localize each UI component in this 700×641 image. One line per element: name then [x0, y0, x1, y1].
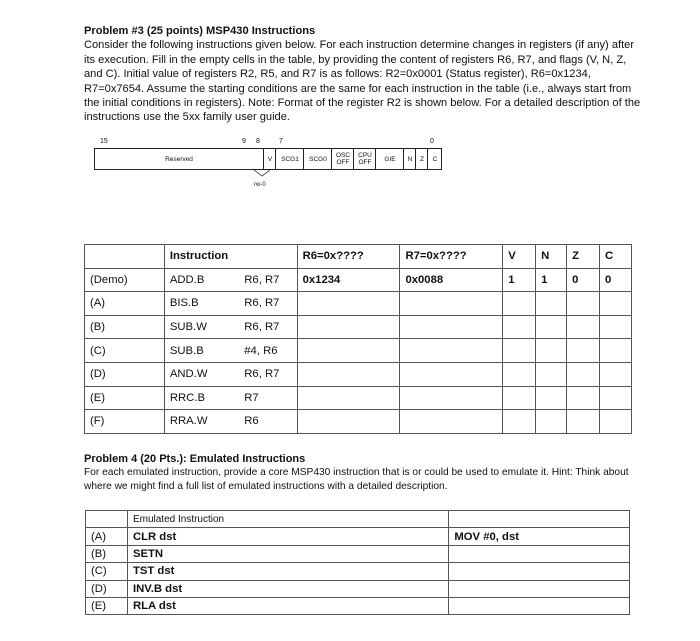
r6-cell[interactable] [297, 292, 400, 316]
row-label: (C) [85, 339, 165, 363]
row-label: (Demo) [85, 268, 165, 292]
v-cell[interactable] [503, 315, 536, 339]
table-row [85, 339, 632, 363]
c-cell[interactable] [600, 315, 632, 339]
row-label: (E) [85, 386, 165, 410]
table-row [86, 580, 630, 597]
bit-label-0: 0 [430, 138, 434, 145]
row-instruction: AND.W [164, 362, 239, 386]
r6-cell[interactable] [297, 386, 400, 410]
table-row [85, 410, 632, 434]
problem-3-body: Consider the following instructions given below. For each instruction determine changes in registers (if any) after its execution. Fill in the empty cells in the table, by providing the content of registers R6, R7, and flags (V, N, Z, and C). Initial value of registers R2, R5, and R7 is as follows: R2=0x0001 (Status register), R6=0x1234, R7=0x7654. Assume the starting conditions are the same for each instruction in the table (i.e., always start from the initial conditions in registers). Note: Format of the register R2 is shown below. For a detailed description of the instructions use the 5xx family user guide. [84, 39, 641, 124]
v-cell[interactable] [503, 339, 536, 363]
header-label [85, 245, 165, 269]
z-flag-field: Z [415, 149, 428, 169]
core-instruction-cell: MOV #0, dst [449, 528, 630, 545]
table-header-row [85, 245, 632, 269]
r7-cell[interactable] [400, 292, 503, 316]
z-cell[interactable] [567, 386, 600, 410]
z-cell[interactable] [567, 339, 600, 363]
n-flag-field: N [403, 149, 416, 169]
row-instruction: SUB.B [164, 339, 239, 363]
emulated-instruction: RLA dst [127, 597, 448, 614]
z-cell[interactable] [567, 362, 600, 386]
scg1-field: SCG1 [275, 149, 304, 169]
bit-label-7: 7 [279, 138, 283, 145]
core-instruction-cell[interactable] [449, 580, 630, 597]
emulated-table [85, 510, 630, 615]
table-row [85, 315, 632, 339]
emulated-instruction: INV.B dst [127, 580, 448, 597]
row-label: (A) [85, 292, 165, 316]
row-label: (B) [86, 545, 128, 562]
problem-3-title: Problem #3 (25 points) MSP430 Instructions [84, 25, 316, 37]
row-instruction: BIS.B [164, 292, 239, 316]
bit-label-9: 9 [242, 138, 246, 145]
core-instruction-cell[interactable] [449, 545, 630, 562]
n-cell[interactable] [536, 362, 567, 386]
row-label: (E) [86, 597, 128, 614]
problem-4-body: For each emulated instruction, provide a core MSP430 instruction that is or could be used to emulate it. Hint: Think about where we might find a full list of emulated instructions with a detailed description. [84, 467, 629, 492]
access-bracket-icon [252, 169, 272, 179]
register-box [94, 148, 442, 170]
row-operands: R6 [239, 410, 297, 434]
problem-4-section [84, 452, 644, 494]
emulated-instruction: SETN [127, 545, 448, 562]
n-cell[interactable] [536, 315, 567, 339]
n-cell[interactable] [536, 410, 567, 434]
header-r6: R6=0x???? [297, 245, 400, 269]
v-cell[interactable] [503, 292, 536, 316]
z-cell[interactable] [567, 315, 600, 339]
z-cell[interactable] [567, 292, 600, 316]
emulated-header-row [86, 511, 630, 528]
c-flag-field: C [427, 149, 442, 169]
c-cell[interactable] [600, 339, 632, 363]
header-r7: R7=0x???? [400, 245, 503, 269]
c-cell[interactable] [600, 362, 632, 386]
r7-cell: 0x0088 [400, 268, 503, 292]
header-instruction: Instruction [164, 245, 239, 269]
header-n: N [536, 245, 567, 269]
table-row [86, 528, 630, 545]
r7-cell[interactable] [400, 362, 503, 386]
row-label: (D) [85, 362, 165, 386]
c-cell[interactable] [600, 292, 632, 316]
v-cell[interactable] [503, 410, 536, 434]
z-cell: 0 [567, 268, 600, 292]
r7-cell[interactable] [400, 410, 503, 434]
table-row [86, 563, 630, 580]
header-v: V [503, 245, 536, 269]
r6-cell: 0x1234 [297, 268, 400, 292]
table-row [86, 597, 630, 614]
oscoff-field: OSC OFF [331, 149, 354, 169]
n-cell: 1 [536, 268, 567, 292]
r7-cell[interactable] [400, 339, 503, 363]
c-cell: 0 [600, 268, 632, 292]
table-row [86, 545, 630, 562]
emulated-instruction: CLR dst [127, 528, 448, 545]
row-operands: #4, R6 [239, 339, 297, 363]
status-register-diagram [86, 138, 446, 198]
r6-cell[interactable] [297, 339, 400, 363]
access-label: rw-0 [254, 182, 266, 188]
instruction-table [84, 244, 632, 434]
row-operands: R6, R7 [239, 268, 297, 292]
row-label: (D) [86, 580, 128, 597]
row-instruction: RRA.W [164, 410, 239, 434]
row-instruction: RRC.B [164, 386, 239, 410]
row-label: (F) [85, 410, 165, 434]
emulated-header: Emulated Instruction [127, 511, 448, 528]
core-instruction-cell[interactable] [449, 563, 630, 580]
row-operands: R6, R7 [239, 292, 297, 316]
n-cell[interactable] [536, 292, 567, 316]
problem-4-title: Problem 4 (20 Pts.): Emulated Instructions [84, 453, 306, 465]
v-flag-field: V [263, 149, 276, 169]
row-operands: R6, R7 [239, 362, 297, 386]
header-operands [239, 245, 297, 269]
bit-label-15: 15 [100, 138, 108, 145]
row-label: (C) [86, 563, 128, 580]
emulated-instruction: TST dst [127, 563, 448, 580]
z-cell[interactable] [567, 410, 600, 434]
table-row [85, 292, 632, 316]
v-cell[interactable] [503, 386, 536, 410]
v-cell[interactable] [503, 362, 536, 386]
row-instruction: SUB.W [164, 315, 239, 339]
cpuoff-field: CPU OFF [353, 149, 376, 169]
r7-cell[interactable] [400, 315, 503, 339]
r6-cell[interactable] [297, 315, 400, 339]
table-row [85, 268, 632, 292]
table-row [85, 386, 632, 410]
problem-3-section [84, 24, 644, 125]
header-z: Z [567, 245, 600, 269]
n-cell[interactable] [536, 339, 567, 363]
r6-cell[interactable] [297, 362, 400, 386]
row-label: (A) [86, 528, 128, 545]
v-cell: 1 [503, 268, 536, 292]
c-cell[interactable] [600, 410, 632, 434]
header-c: C [600, 245, 632, 269]
row-instruction: ADD.B [164, 268, 239, 292]
table-row [85, 362, 632, 386]
row-operands: R7 [239, 386, 297, 410]
n-cell[interactable] [536, 386, 567, 410]
scg0-field: SCG0 [303, 149, 332, 169]
core-instruction-cell[interactable] [449, 597, 630, 614]
r7-cell[interactable] [400, 386, 503, 410]
r6-cell[interactable] [297, 410, 400, 434]
gie-field: GIE [375, 149, 404, 169]
reserved-field: Reserved [165, 155, 193, 163]
c-cell[interactable] [600, 386, 632, 410]
row-operands: R6, R7 [239, 315, 297, 339]
bit-label-8: 8 [256, 138, 260, 145]
row-label: (B) [85, 315, 165, 339]
